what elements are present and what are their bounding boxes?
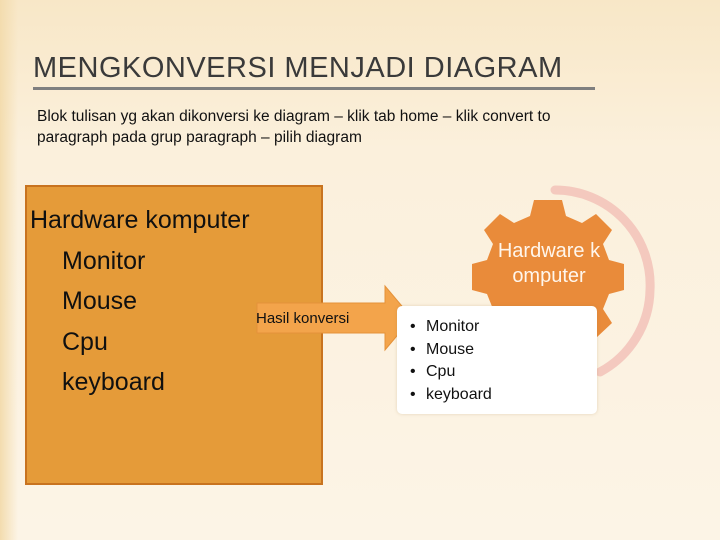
convert-arrow-label: Hasil konversi [256,310,350,327]
source-item-keyboard: keyboard [62,368,165,396]
result-bullet-keyboard: • keyboard [410,384,492,407]
source-item-cpu: Cpu [62,327,108,356]
gear-label: Hardware komputer [497,240,601,287]
result-bullet-monitor: • Monitor [410,316,492,339]
source-heading: Hardware komputer [30,206,250,234]
result-bullet-mouse: • Mouse [410,339,492,362]
result-bullet-cpu: • Cpu [410,361,492,384]
instruction-text: Blok tulisan yg akan dikonversi ke diagram – klik tab home – klik convert to paragraph pada grup paragraph – pilih diagram [37,108,551,146]
slide-title: MENGKONVERSI MENJADI DIAGRAM [33,52,563,84]
result-bullet-list [410,316,492,406]
source-item-mouse: Mouse [62,287,138,315]
source-item-monitor: Monitor [62,246,146,275]
